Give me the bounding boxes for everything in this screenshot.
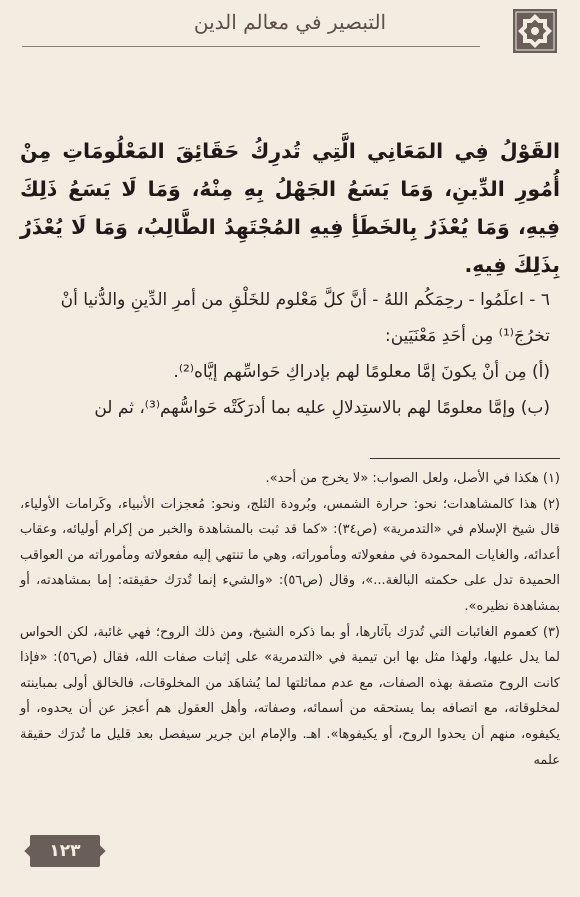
body-paragraph-3: (ب) وإمَّا معلومًا لهم بالاستِدلالِ عليه بما أدرَكَتْه حَواسُّهم⁽³⁾، ثم لن xyxy=(94,398,550,418)
octagram-ornament-icon xyxy=(512,8,558,54)
body-paragraph-2: (أ) مِن أنْ يكونَ إمَّا معلومًا لهم بإدراكِ حَواسِّهم إيَّاه⁽²⁾. xyxy=(173,362,550,382)
footnote-2: (٢) هذا كالمشاهدات؛ نحو: حرارة الشمس، وبُرودة الثلج، ونحو: مُعجزات الأنبياء، وكَرامات الأولياء، قال شيخ الإسلام في «التدمرية» (ص٣٤): «كما قد ثبت بالمشاهدة والخبر من إكرام أوليائه، وعقاب أعدائه، والغايات المحمودة في مفعولاته ومأموراته، وهي ما تنتهي إليه مفعولاته ومأموراته من العواقب الحميدة تدل على حكمته البالغة...»، وقال (ص٥٦): «والشيء إنما تُدرَك حقيقته: إما بمشاهدته، أو بمشاهدة نظيره». xyxy=(20,496,560,614)
footnotes xyxy=(20,466,560,773)
footnote-1: (١) هكذا في الأصل، ولعل الصواب: «لا يخرج من أحد». xyxy=(265,471,560,486)
running-title: التبصير في معالم الدين xyxy=(193,10,387,34)
body-paragraph-1: ٦ - اعلَمُوا - رحِمَكُم اللهُ - أنَّ كلَّ مَعْلوم للخَلْقِ من أمرِ الدِّينِ والدُّنيا أنْ تخرُجَ⁽¹⁾ مِن أحَدِ مَعْنَيَين: xyxy=(60,290,550,346)
body-text xyxy=(20,282,560,426)
chapter-heading: القَوْلُ فِي المَعَانِي الَّتِي تُدرِكُ حَقَائِقَ المَعْلُومَاتِ مِنْ أُمُورِ الدِّينِ، وَمَا يَسَعُ الجَهْلُ بِهِ مِنْهُ، وَمَا لَا يَسَعُ ذَلِكَ فِيهِ، وَمَا يُعْذَرُ بِالخَطَأِ فِيهِ المُجْتَهِدُ الطَّالِبُ، وَمَا لَا يُعْذَرُ بِذَلِكَ فِيهِ. xyxy=(20,139,560,277)
footnote-rule xyxy=(370,458,560,459)
page-number: ١٢٣ xyxy=(30,835,100,867)
footnote-3: (٣) كعموم الغائبات التي تُدرَك بآثارها، أو بما ذكره الشيخ، ومن ذلك الروح؛ فهي غائبة، لكن الحواس لما يدل عليها، ولهذا مثل بها ابن تيمية في «التدمرية» على إثبات صفات الله، فقال (ص٥٦): «فإذا كانت الروح متصفة بهذه الصفات، مع عدم مماثلتها لما يُشاهَد من المخلوقات، فالخالق أولى بمباينته لمخلوقاته، مع اتصافه بما يستحقه من أسمائه، وصفاته، وأهل العقول هم أعجز عن أن يحدوه، أو يكيفوه، منهم أن يحدوا الروح، أو يكيفوها». اهـ. والإمام ابن جرير سيفصل بعد قليل ما تُدرَك حقيقة علمه xyxy=(20,624,560,768)
page-header xyxy=(0,0,580,62)
header-rule xyxy=(22,46,480,47)
